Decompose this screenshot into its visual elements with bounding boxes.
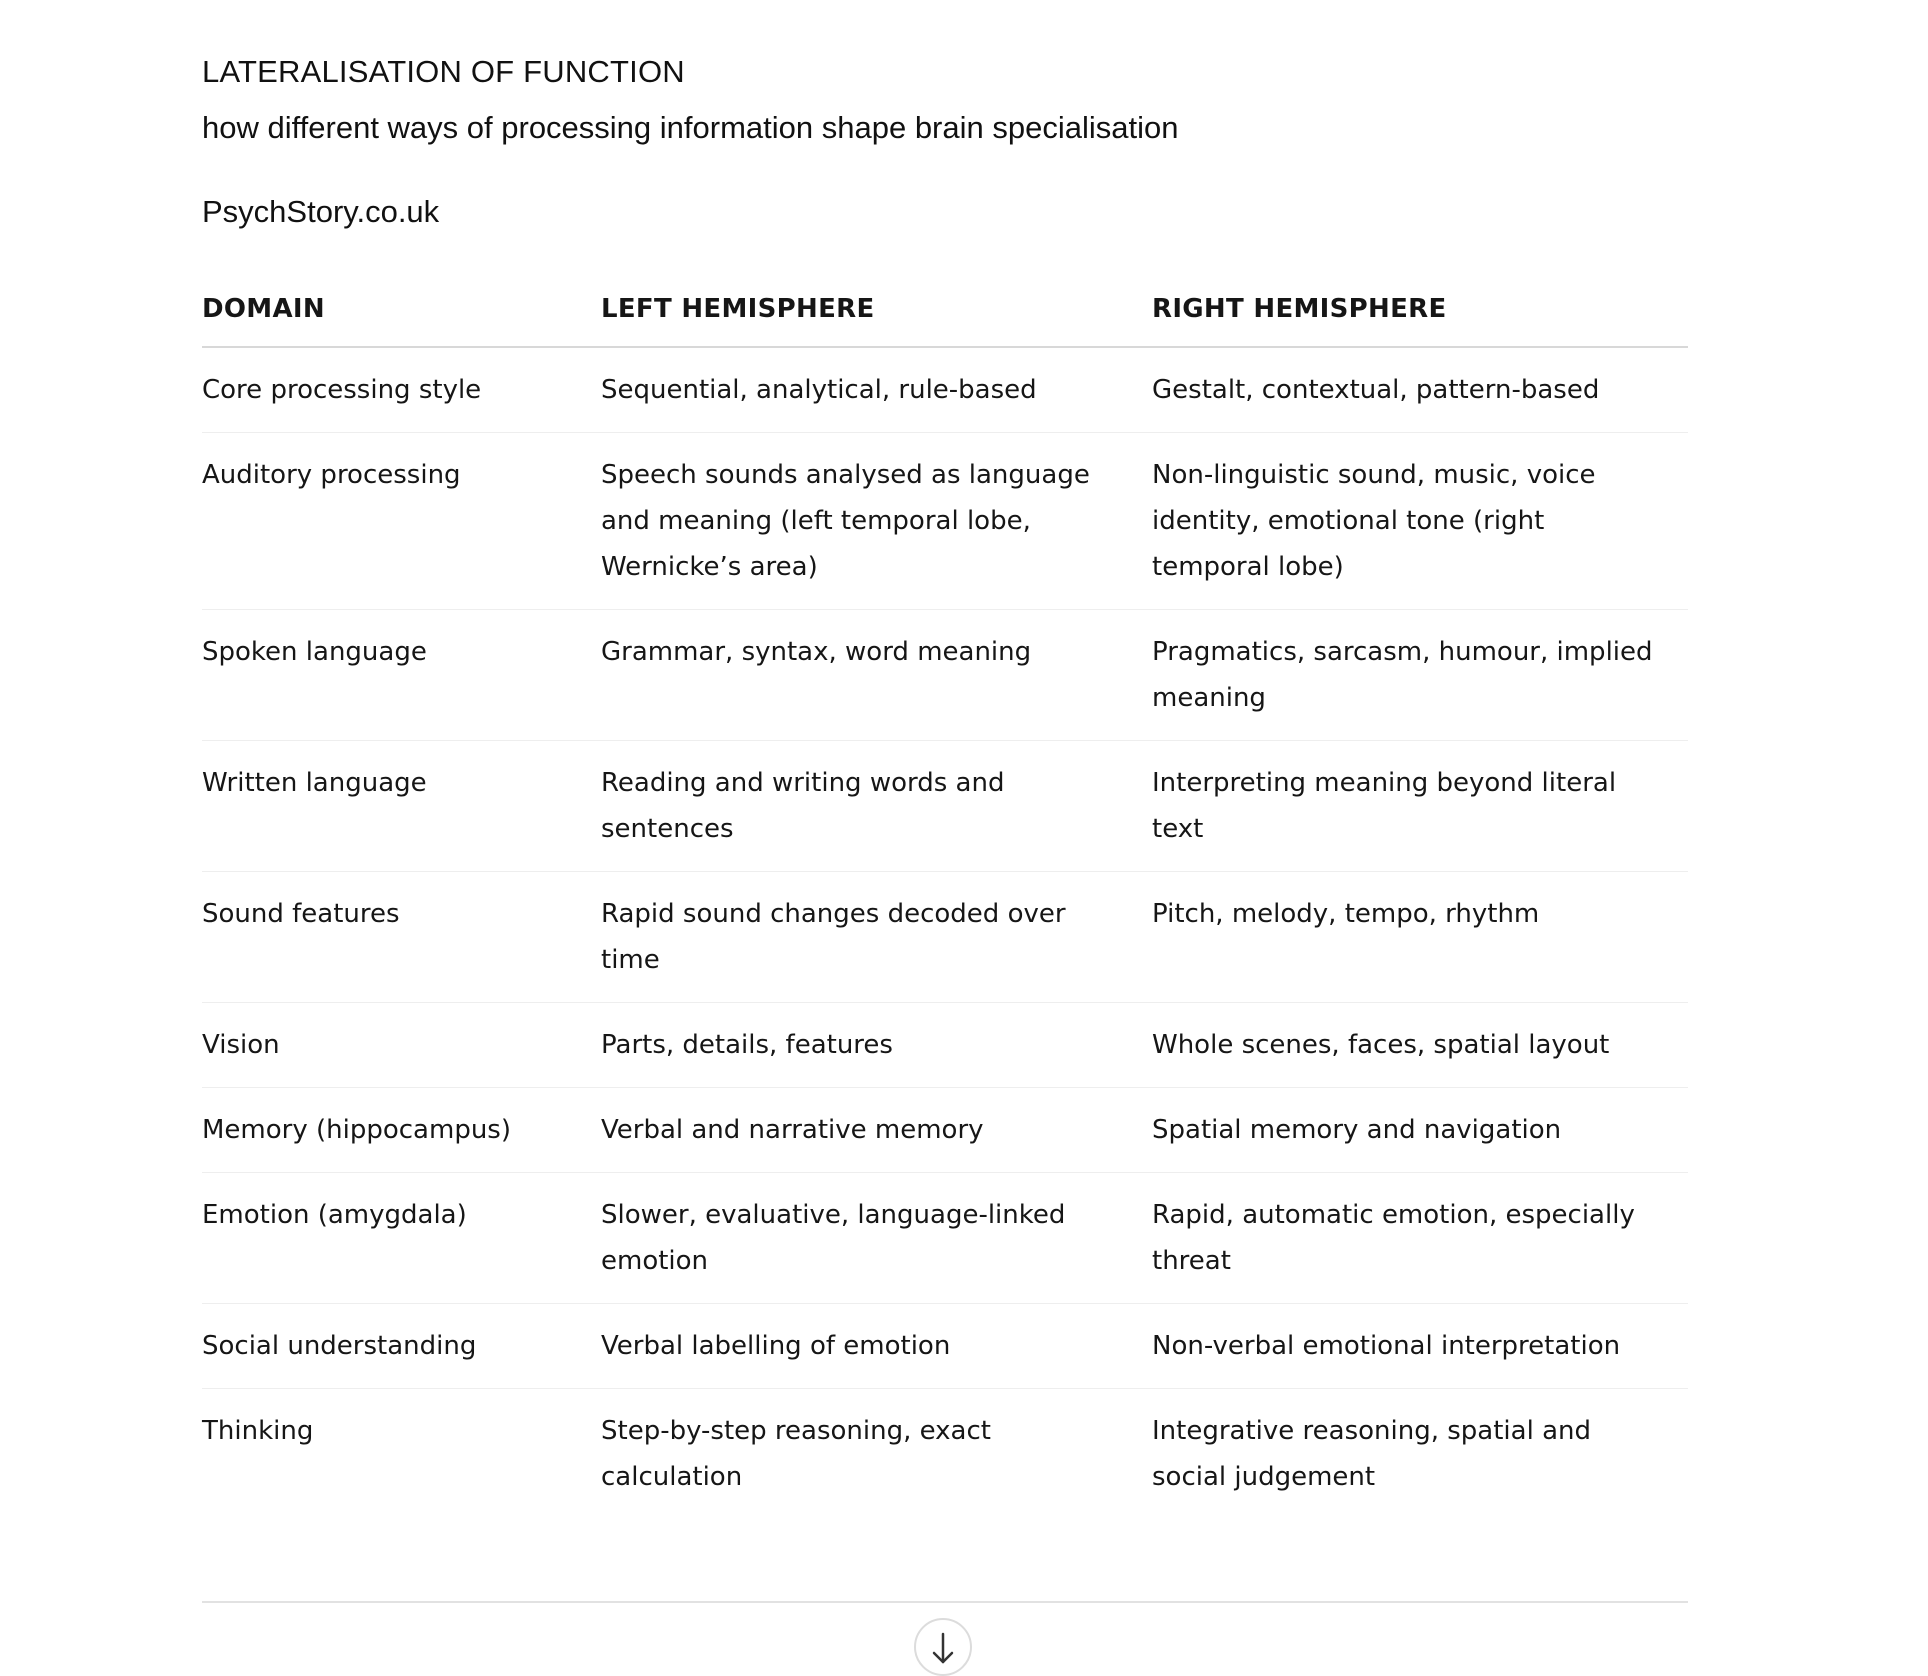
right-hemisphere-cell: Gestalt, contextual, pattern-based [1152,347,1688,433]
right-hemisphere-cell: Whole scenes, faces, spatial layout [1152,1003,1688,1088]
domain-cell: Spoken language [202,610,601,741]
table-row [202,1088,1688,1173]
domain-cell: Vision [202,1003,601,1088]
domain-cell: Written language [202,741,601,872]
document-body [202,52,1688,1560]
right-hemisphere-cell: Pitch, melody, tempo, rhythm [1152,872,1688,1003]
table-row [202,1173,1688,1304]
domain-cell: Sound features [202,872,601,1003]
table-row [202,433,1688,610]
domain-cell: Social understanding [202,1304,601,1389]
right-hemisphere-cell: Integrative reasoning, spatial and social judgement [1152,1416,1591,1492]
right-hemisphere-cell: Non-verbal emotional interpretation [1152,1304,1688,1389]
column-header-right-hemisphere: RIGHT HEMISPHERE [1152,272,1688,347]
left-hemisphere-cell: Sequential, analytical, rule-based [601,347,1152,433]
left-hemisphere-cell: Step-by-step reasoning, exact calculation [601,1416,991,1492]
left-hemisphere-cell: Verbal and narrative memory [601,1088,1152,1173]
domain-cell: Auditory processing [202,433,601,610]
table-row [202,872,1688,1003]
footer-divider [202,1601,1688,1603]
left-hemisphere-cell: Speech sounds analysed as language and meaning (left temporal lobe, Wernicke’s area) [601,433,1152,610]
left-hemisphere-cell: Reading and writing words and sentences [601,741,1152,872]
left-hemisphere-cell: Verbal labelling of emotion [601,1304,1152,1389]
site-name: PsychStory.co.uk [202,194,440,229]
domain-cell: Core processing style [202,347,601,433]
right-hemisphere-cell: Spatial memory and navigation [1152,1088,1688,1173]
table-row [202,347,1688,433]
left-hemisphere-cell: Grammar, syntax, word meaning [601,610,1152,741]
right-hemisphere-cell: Pragmatics, sarcasm, humour, implied meaning [1152,610,1688,741]
arrow-down-icon [929,1632,957,1672]
left-hemisphere-cell: Parts, details, features [601,1003,1152,1088]
domain-cell: Emotion (amygdala) [202,1173,601,1304]
page-subtitle: how different ways of processing information shape brain specialisation [202,110,1179,145]
column-header-left-hemisphere: LEFT HEMISPHERE [601,272,1152,347]
right-hemisphere-cell: Interpreting meaning beyond literal text [1152,741,1688,872]
left-hemisphere-cell: Rapid sound changes decoded over time [601,872,1152,1003]
lateralisation-table [202,272,1688,1560]
scroll-down-button[interactable] [914,1618,972,1676]
left-hemisphere-cell: Slower, evaluative, language-linked emotion [601,1173,1152,1304]
table-row [202,1304,1688,1389]
page-title: LATERALISATION OF FUNCTION [202,54,685,89]
table-row [202,741,1688,872]
table-row [202,1003,1688,1088]
table-row [202,610,1688,741]
table-header-row [202,272,1688,347]
right-hemisphere-cell: Rapid, automatic emotion, especially threat [1152,1173,1688,1304]
table-row [202,1389,1688,1561]
column-header-domain: DOMAIN [202,272,601,347]
right-hemisphere-cell: Non-linguistic sound, music, voice identity, emotional tone (right temporal lobe) [1152,433,1688,610]
domain-cell: Thinking [202,1416,314,1446]
domain-cell: Memory (hippocampus) [202,1088,601,1173]
